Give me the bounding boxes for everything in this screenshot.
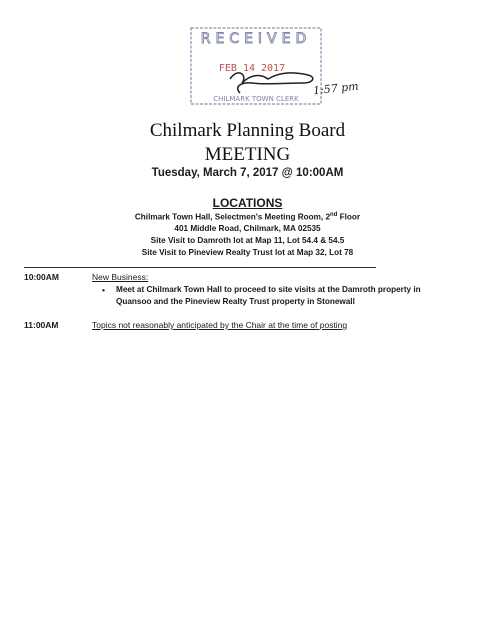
location-line-1-floor: Floor <box>337 212 361 222</box>
agenda-item-line-1: Meet at Chilmark Town Hall to proceed to site visits at the Damroth property in <box>116 285 421 294</box>
stamp-date-text: FEB 14 2017 <box>218 63 286 74</box>
meeting-title: MEETING <box>204 144 291 165</box>
received-time-note: 1:57 pm <box>312 79 360 98</box>
clerk-signature <box>230 73 313 93</box>
location-line-4: Site Visit to Pineview Realty Trust lot at Map 32, Lot 78 <box>141 248 354 257</box>
stamp-office-text: CHILMARK TOWN CLERK <box>213 95 299 103</box>
received-stamp <box>190 27 322 105</box>
agenda-time-1: 10:00AM <box>24 272 59 282</box>
agenda-item-line-2: Quansoo and the Pineview Realty Trust property in Stonewall <box>116 297 355 306</box>
stamp-received-text: RECEIVED <box>200 31 312 47</box>
location-line-1 <box>0 212 495 222</box>
board-title: Chilmark Planning Board <box>149 120 346 141</box>
location-line-2: 401 Middle Road, Chilmark, MA 02535 <box>174 224 321 233</box>
location-line-3: Site Visit to Damroth lot at Map 11, Lot 54.4 & 54.5 <box>150 236 345 245</box>
location-line-1-superscript: nd <box>330 212 338 218</box>
location-line-1-main: Chilmark Town Hall, Selectmen's Meeting Room, 2 <box>134 212 331 222</box>
meeting-date: Tuesday, March 7, 2017 @ 10:00AM <box>151 167 344 179</box>
bullet-icon: • <box>102 285 105 295</box>
locations-heading: LOCATIONS <box>212 196 283 210</box>
agenda-section-new-business: New Business: <box>92 272 149 282</box>
agenda-section-unanticipated-topics: Topics not reasonably anticipated by the Chair at the time of posting <box>92 320 348 330</box>
divider-rule <box>24 267 376 268</box>
agenda-time-2: 11:00AM <box>24 320 59 330</box>
agenda-item-site-visits <box>116 284 461 308</box>
